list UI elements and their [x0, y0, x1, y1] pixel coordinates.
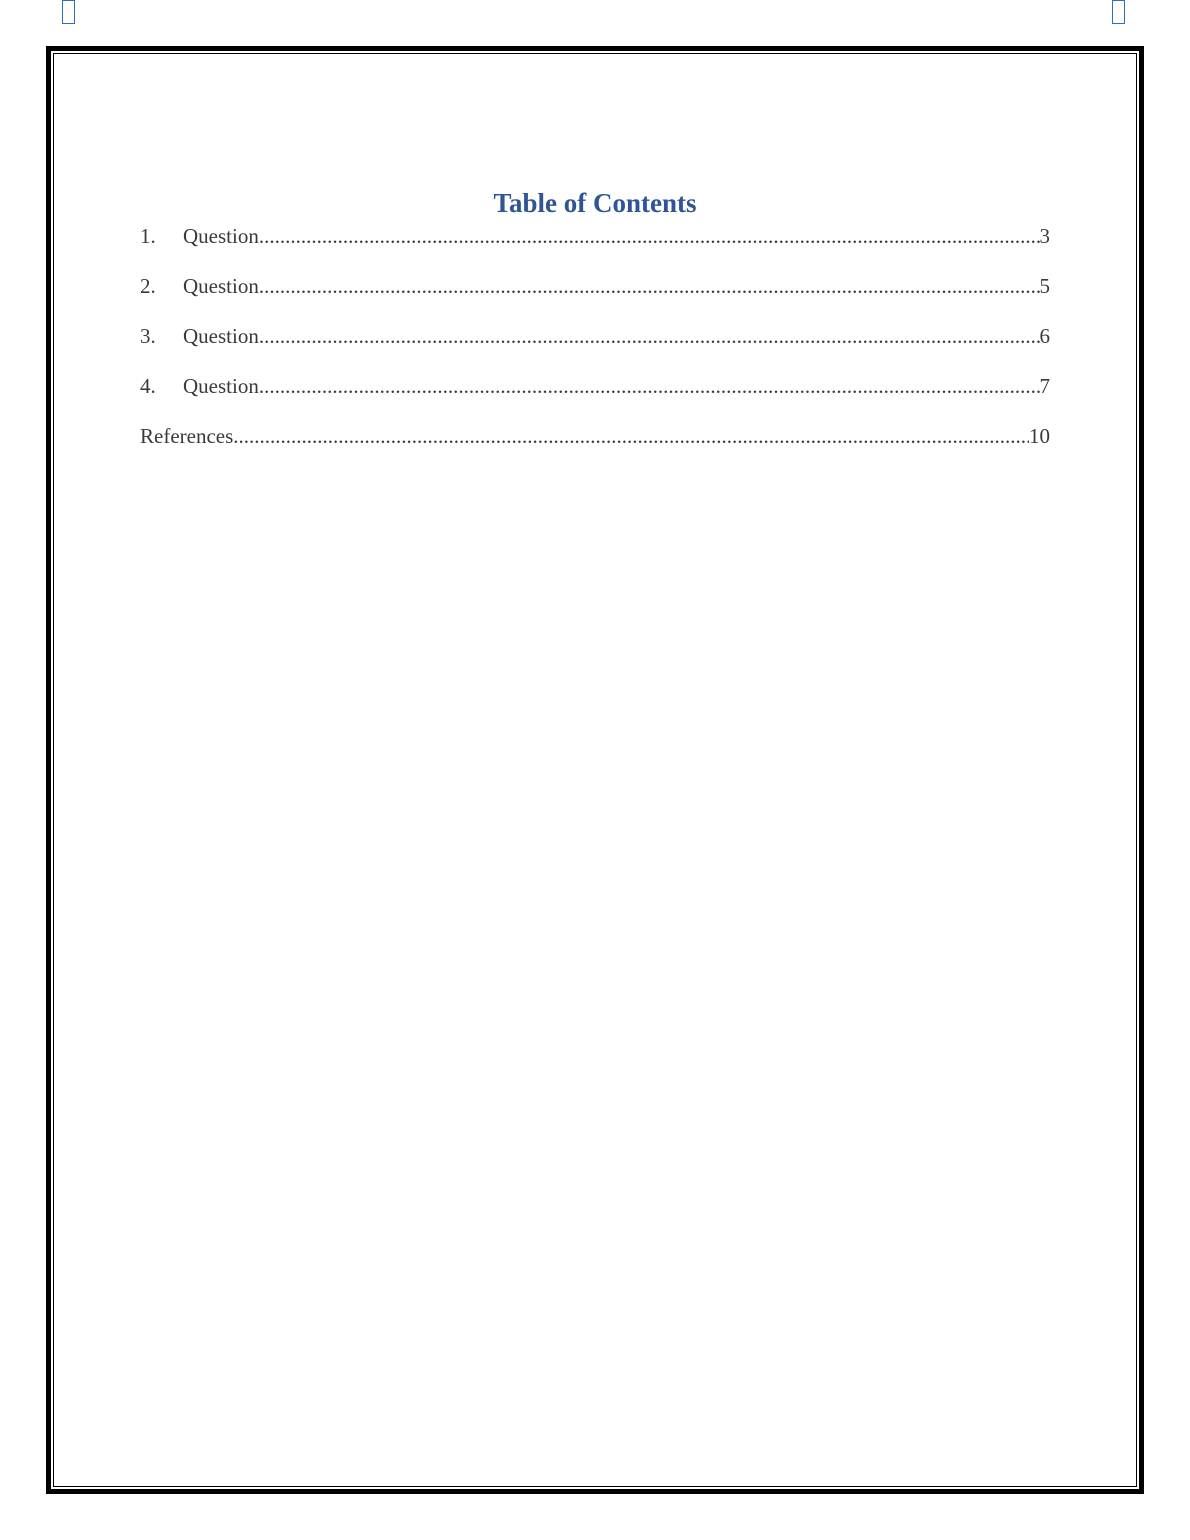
toc-entry-page[interactable]: 6: [1039, 324, 1050, 348]
toc-dot-leader: [259, 221, 1040, 251]
toc-entry-references[interactable]: [140, 421, 1050, 471]
toc-entry-number: 1.: [140, 224, 156, 248]
toc-entry-2[interactable]: [140, 271, 1050, 321]
toc-entry-4[interactable]: [140, 371, 1050, 421]
toc-dot-leader: [259, 371, 1040, 401]
toc-entry-number: 4.: [140, 374, 156, 398]
toc-dot-leader: [233, 421, 1029, 451]
toc-entry-label[interactable]: Question: [183, 274, 259, 298]
toc-dot-leader: [259, 321, 1040, 351]
toc-entry-label[interactable]: Question: [183, 324, 259, 348]
toc-entry-page[interactable]: 5: [1039, 274, 1050, 298]
header-corner-mark-right: [1112, 0, 1125, 24]
header-corner-mark-left: [62, 0, 75, 24]
toc-entry-number: 3.: [140, 324, 156, 348]
toc-entry-label[interactable]: Question: [183, 224, 259, 248]
toc-entry-label[interactable]: Question: [183, 374, 259, 398]
toc-entry-3[interactable]: [140, 321, 1050, 371]
toc-entry-page[interactable]: 7: [1039, 374, 1050, 398]
toc-entry-page[interactable]: 10: [1029, 424, 1050, 448]
toc-entry-1[interactable]: [140, 221, 1050, 271]
toc-entry-page[interactable]: 3: [1039, 224, 1050, 248]
toc-dot-leader: [259, 271, 1040, 301]
toc-entry-label[interactable]: References: [140, 424, 234, 448]
toc-list: [140, 221, 1050, 471]
toc-entry-number: 2.: [140, 274, 156, 298]
toc-title: Table of Contents: [493, 188, 697, 218]
